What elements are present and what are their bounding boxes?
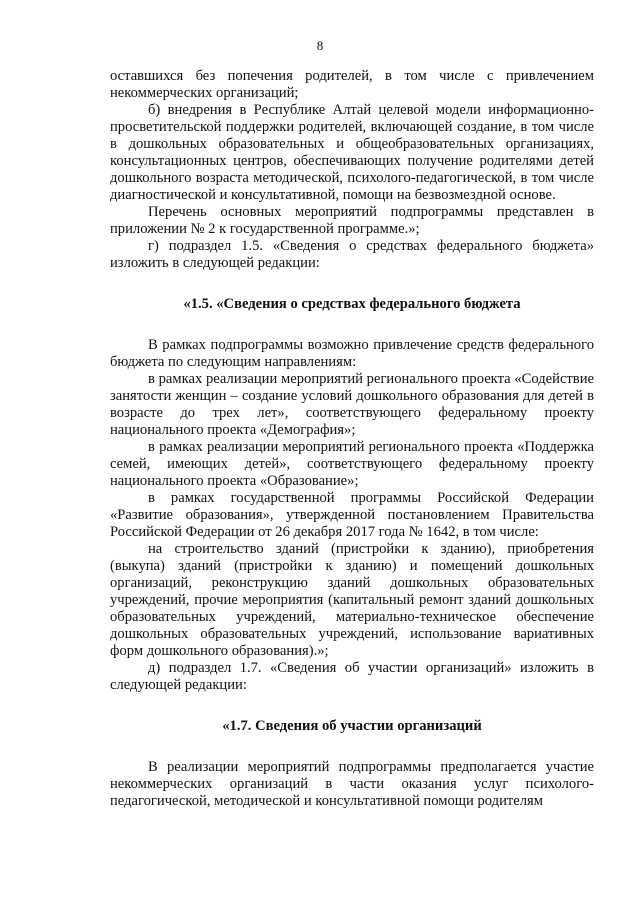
paragraph: в рамках государственной программы Российской Федерации «Развитие образования», утвержденной постановлением Правительства Российской Федерации от 26 декабря 2017 года № 1642, в том числе: — [110, 490, 594, 540]
section-heading: «1.7. Сведения об участии организаций — [222, 718, 482, 734]
paragraph: в рамках реализации мероприятий регионального проекта «Содействие занятости женщин – создание условий дошкольного образования для детей в возрасте до трех лет», соответствующего федеральному проекту национального проекта «Демография»; — [110, 371, 594, 438]
paragraph: В реализации мероприятий подпрограммы предполагается участие некоммерческих организаций в части оказания услуг психолого-педагогической, методической и консультативной помощи родителям — [110, 759, 594, 809]
paragraph: г) подраздел 1.5. «Сведения о средствах федерального бюджета» изложить в следующей редакции: — [110, 238, 594, 271]
paragraph: В рамках подпрограммы возможно привлечение средств федерального бюджета по следующим направлениям: — [110, 337, 594, 370]
document-body — [110, 68, 594, 810]
paragraph: оставшихся без попечения родителей, в том числе с привлечением некоммерческих организаций; — [110, 68, 594, 101]
paragraph: д) подраздел 1.7. «Сведения об участии организаций» изложить в следующей редакции: — [110, 660, 594, 693]
section-heading: «1.5. «Сведения о средствах федерального бюджета — [183, 296, 521, 312]
paragraph: Перечень основных мероприятий подпрограммы представлен в приложении № 2 к государственной программе.»; — [110, 204, 594, 237]
paragraph: на строительство зданий (пристройки к зданию), приобретения (выкупа) зданий (пристройки к зданию) и помещений дошкольных организаций, реконструкцию зданий дошкольных образовательных учреждений, прочие мероприятия (капитальный ремонт зданий дошкольных образовательных учреждений, материально-техническое обеспечение дошкольных образовательных учреждений, использование вариативных форм дошкольного образования).»; — [110, 541, 594, 659]
paragraph: в рамках реализации мероприятий регионального проекта «Поддержка семей, имеющих детей», соответствующего федеральному проекту национального проекта «Образование»; — [110, 439, 594, 489]
paragraph: б) внедрения в Республике Алтай целевой модели информационно-просветительской поддержки родителей, включающей создание, в том числе в дошкольных образовательных и общеобразовательных организациях, консультационных центров, обеспечивающих получение родителями детей дошкольного возраста методической, психолого-педагогической, в том числе диагностической и консультативной, помощи на безвозмездной основе. — [110, 102, 594, 203]
page-number: 8 — [316, 38, 324, 53]
